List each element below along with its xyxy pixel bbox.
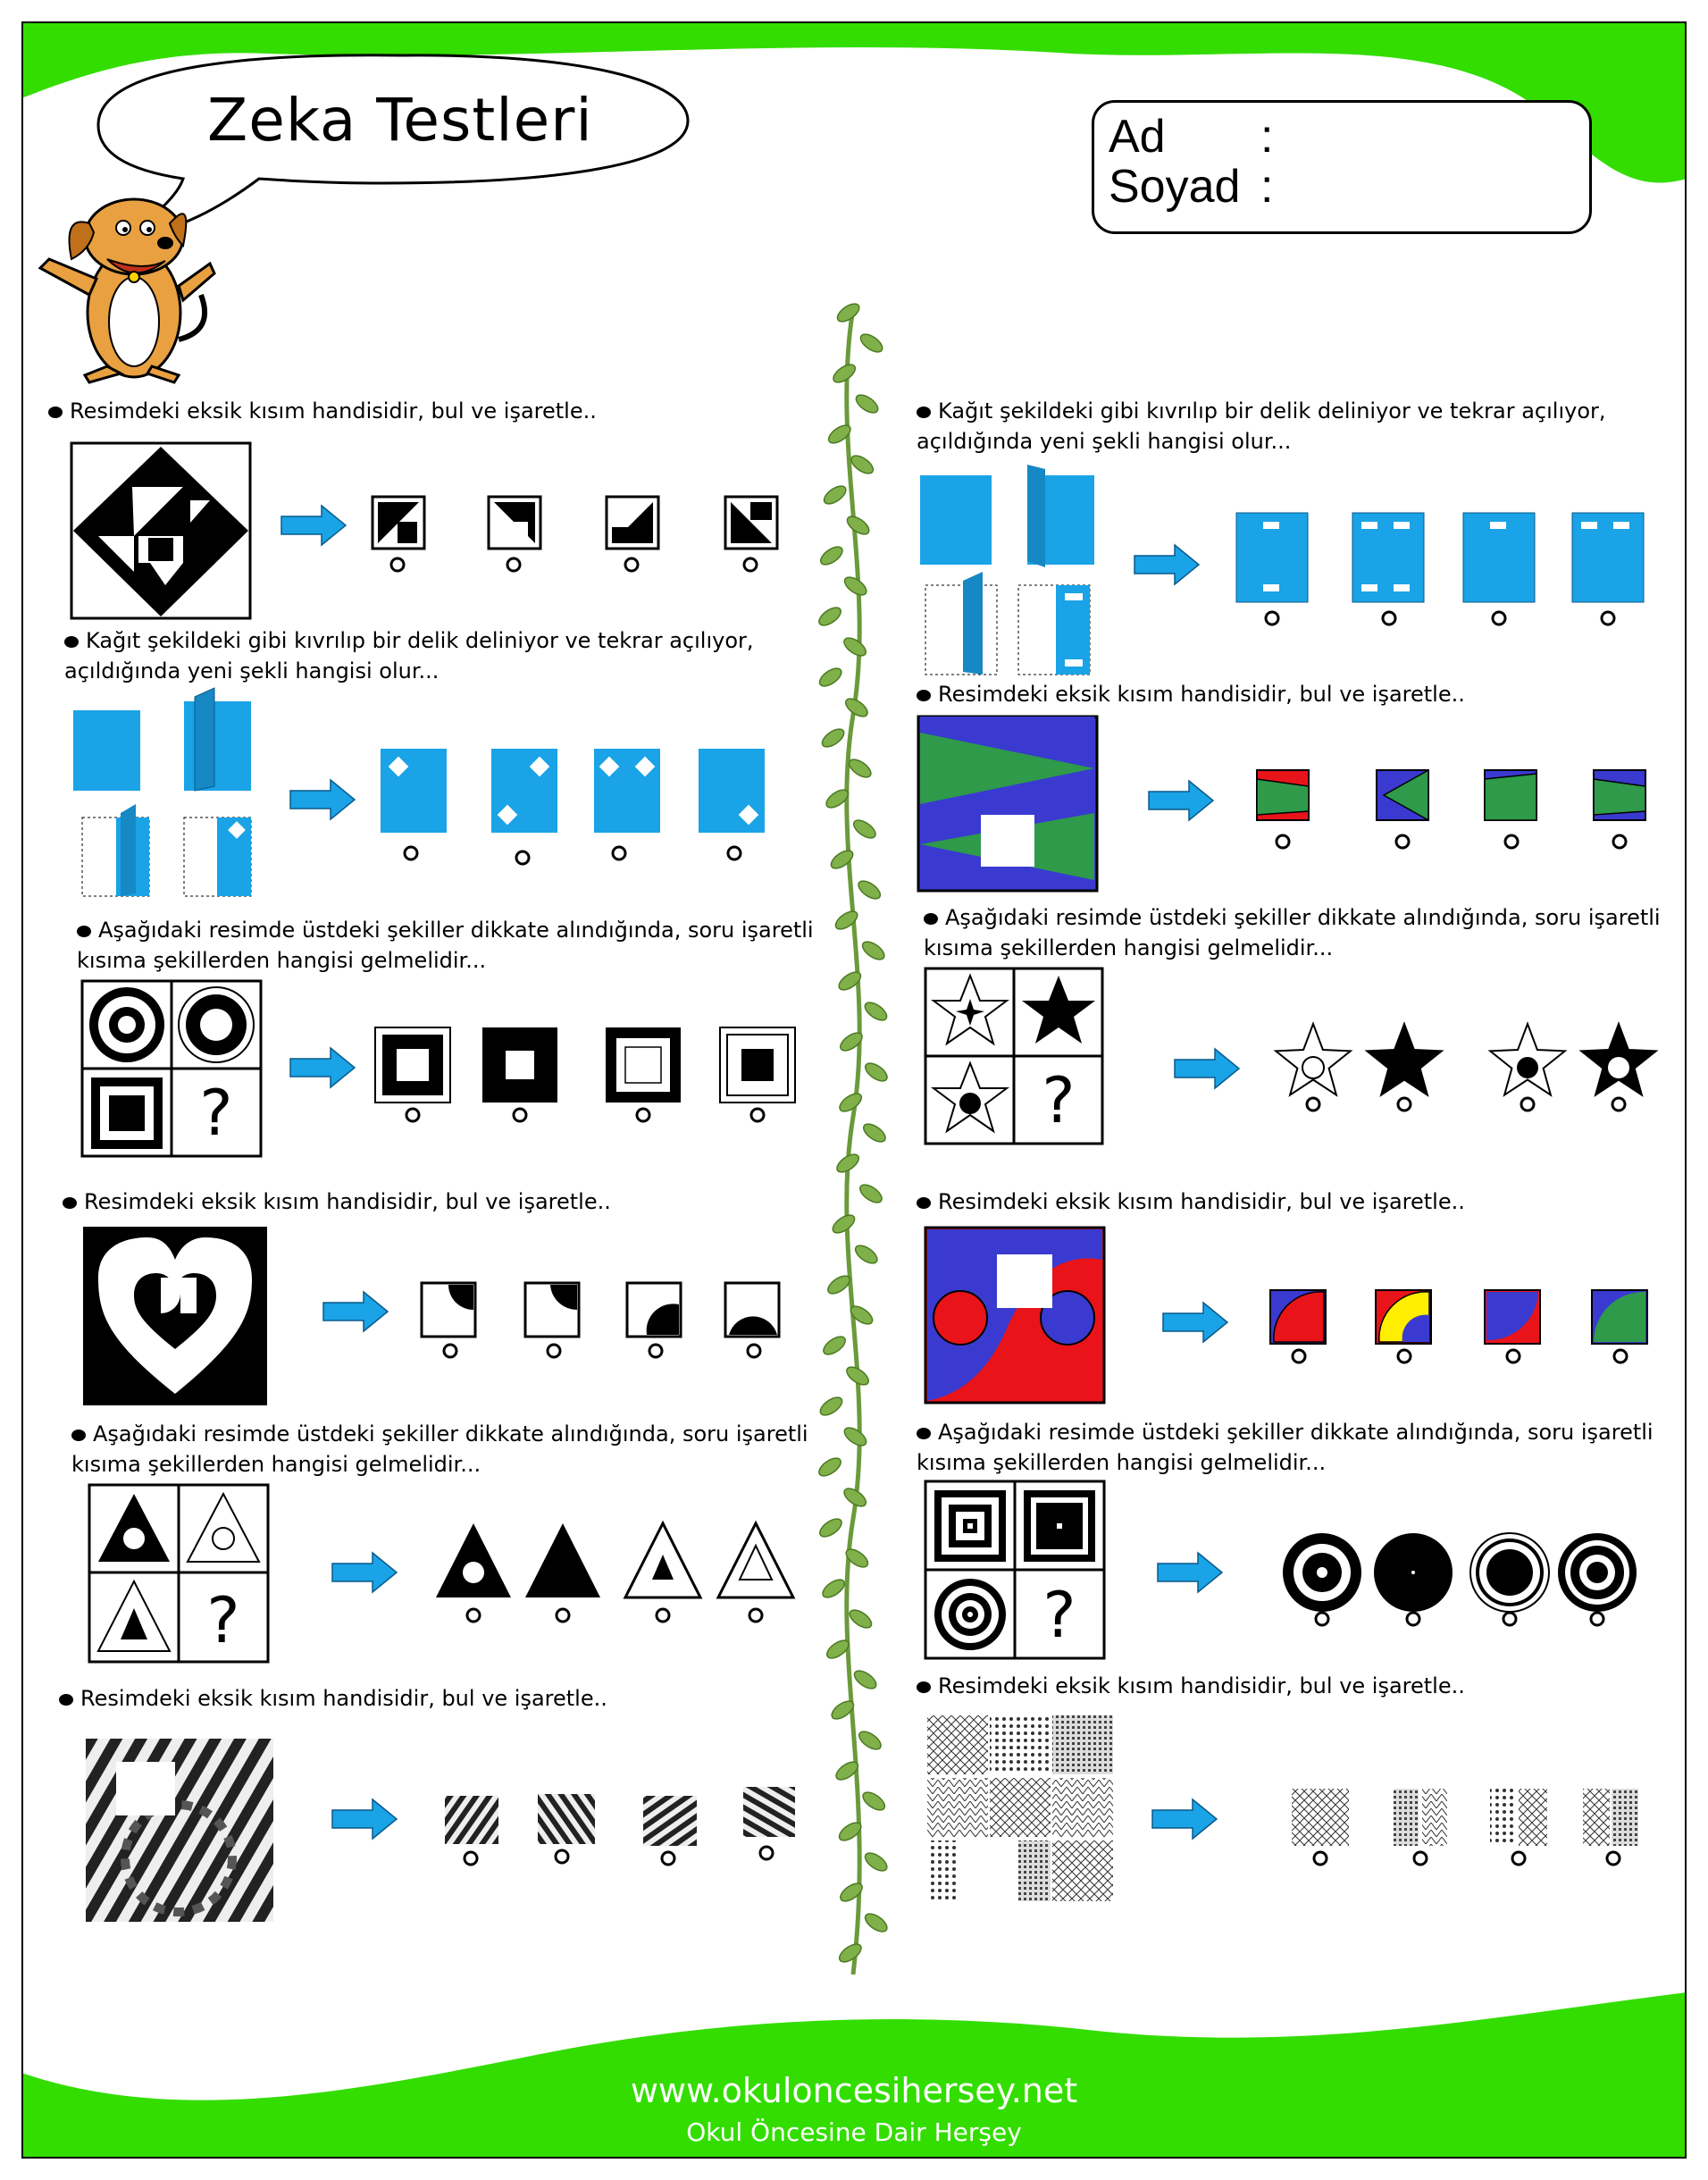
- answer-circle-icon[interactable]: [751, 1109, 764, 1121]
- q12-option-4: [1583, 1789, 1638, 1846]
- q7-option-3: [1463, 513, 1535, 602]
- answer-circle-icon[interactable]: [514, 1109, 526, 1121]
- page-title: Zeka Testleri: [207, 86, 593, 155]
- q4-option-1: [422, 1283, 475, 1337]
- footer-tagline: Okul Öncesine Dair Herşey: [686, 2117, 1022, 2147]
- answer-circle-icon[interactable]: [1293, 1350, 1305, 1362]
- answer-circle-icon[interactable]: [1602, 612, 1614, 625]
- surname-colon: :: [1260, 161, 1274, 213]
- answer-circle-icon[interactable]: [1414, 1852, 1427, 1865]
- q5-option-3: [625, 1523, 700, 1597]
- question-5-text-line1: Aşağıdaki resimde üstdeki şekiller dikkate alındığında, soru işaretli: [71, 1419, 808, 1449]
- answer-circle-icon[interactable]: [1407, 1613, 1419, 1625]
- question-1-text: Resimdeki eksik kısım handisidir, bul ve işaretle..: [48, 396, 597, 426]
- answer-circle-icon[interactable]: [557, 1609, 569, 1622]
- question-mark: ?: [199, 1077, 233, 1150]
- question-8-text: Resimdeki eksik kısım handisidir, bul ve işaretle..: [917, 679, 1465, 709]
- answer-circle-icon[interactable]: [444, 1345, 456, 1357]
- answer-circle-icon[interactable]: [1266, 612, 1278, 625]
- answer-circle-icon[interactable]: [1521, 1098, 1534, 1111]
- answer-circle-icon[interactable]: [406, 1109, 419, 1121]
- q3-option-2: [482, 1027, 557, 1103]
- arrow-right-icon: [290, 1048, 355, 1087]
- question-mark: ?: [206, 1584, 240, 1657]
- q1-option-2: [489, 497, 540, 549]
- answer-circle-icon[interactable]: [1614, 1350, 1627, 1362]
- q8-option-4: [1594, 770, 1645, 820]
- answer-circle-icon[interactable]: [744, 558, 757, 571]
- arrow-right-icon: [281, 506, 346, 545]
- question-3-text-line2: kısıma şekillerden hangisi gelmelidir...: [77, 948, 487, 973]
- q12-option-2: [1394, 1789, 1447, 1846]
- answer-circle-icon[interactable]: [1398, 1350, 1411, 1362]
- answer-circle-icon[interactable]: [391, 558, 404, 571]
- arrow-right-icon: [1149, 781, 1213, 820]
- q10-option-4: [1592, 1290, 1647, 1344]
- arrow-right-icon: [332, 1799, 397, 1839]
- q2-option-2: [491, 749, 557, 833]
- arrow-right-icon: [1152, 1799, 1217, 1839]
- q11-option-3: [1470, 1533, 1549, 1612]
- q9-option-1: [1276, 1024, 1351, 1095]
- q9-option-4: [1581, 1024, 1656, 1095]
- q11-option-4: [1558, 1533, 1637, 1612]
- answer-circle-icon[interactable]: [1396, 835, 1409, 848]
- q10-option-3: [1485, 1290, 1540, 1344]
- answer-circle-icon[interactable]: [657, 1609, 669, 1622]
- answer-circle-icon[interactable]: [1612, 1098, 1625, 1111]
- answer-circle-icon[interactable]: [1316, 1613, 1328, 1625]
- question-9-text-line1: Aşağıdaki resimde üstdeki şekiller dikkate alındığında, soru işaretli: [924, 902, 1661, 933]
- arrow-right-icon: [323, 1292, 388, 1331]
- question-10-text: Resimdeki eksik kısım handisidir, bul ve işaretle..: [917, 1186, 1465, 1217]
- q7-option-4: [1572, 513, 1644, 602]
- q11-option-2: [1374, 1533, 1453, 1612]
- question-7-text-line1: Kağıt şekildeki gibi kıvrılıp bir delik deliniyor ve tekrar açılıyor,: [917, 396, 1606, 426]
- answer-circle-icon[interactable]: [760, 1847, 773, 1859]
- q5-option-2: [525, 1523, 600, 1597]
- question-5-text-line2: kısıma şekillerden hangisi gelmelidir...: [71, 1452, 481, 1477]
- q11-option-1: [1283, 1533, 1361, 1612]
- question-2-text-line2: açıldığında yeni şekli hangisi olur...: [64, 658, 440, 683]
- answer-circle-icon[interactable]: [556, 1850, 568, 1863]
- arrow-right-icon: [332, 1553, 397, 1592]
- question-6-text: Resimdeki eksik kısım handisidir, bul ve işaretle..: [59, 1683, 607, 1714]
- q1-option-3: [607, 497, 658, 549]
- arrow-right-icon: [1134, 545, 1199, 584]
- q3-option-1: [375, 1027, 450, 1103]
- q12-option-1: [1292, 1789, 1349, 1846]
- q3-option-4: [720, 1027, 795, 1103]
- answer-circle-icon[interactable]: [405, 847, 417, 859]
- answer-circle-icon[interactable]: [649, 1345, 662, 1357]
- answer-circle-icon[interactable]: [1591, 1613, 1603, 1625]
- q5-option-1: [436, 1523, 511, 1597]
- q4-option-4: [725, 1283, 779, 1337]
- answer-circle-icon[interactable]: [749, 1609, 762, 1622]
- question-12-text: Resimdeki eksik kısım handisidir, bul ve işaretle..: [917, 1671, 1465, 1701]
- answer-circle-icon[interactable]: [465, 1852, 477, 1865]
- q12-option-3: [1490, 1789, 1547, 1846]
- arrow-right-icon: [1175, 1049, 1239, 1088]
- answer-circle-icon[interactable]: [1607, 1852, 1620, 1865]
- answer-circle-icon[interactable]: [625, 558, 638, 571]
- question-11-text-line1: Aşağıdaki resimde üstdeki şekiller dikkate alındığında, soru işaretli: [917, 1417, 1654, 1447]
- answer-circle-icon[interactable]: [1277, 835, 1289, 848]
- answer-circle-icon[interactable]: [1314, 1852, 1327, 1865]
- q2-option-4: [699, 749, 765, 833]
- question-2-text-line1: Kağıt şekildeki gibi kıvrılıp bir delik deliniyor ve tekrar açılıyor,: [64, 625, 754, 656]
- footer-url[interactable]: www.okuloncesihersey.net: [630, 2071, 1078, 2110]
- question-7-text-line2: açıldığında yeni şekli hangisi olur...: [917, 429, 1292, 454]
- answer-circle-icon[interactable]: [1512, 1852, 1525, 1865]
- answer-circle-icon[interactable]: [637, 1109, 649, 1121]
- answer-circle-icon[interactable]: [1307, 1098, 1319, 1111]
- q2-option-1: [381, 749, 447, 833]
- answer-circle-icon[interactable]: [1505, 835, 1518, 848]
- q7-option-2: [1352, 513, 1424, 602]
- q1-option-4: [725, 497, 777, 549]
- q8-option-2: [1377, 770, 1428, 820]
- question-mark: ?: [1042, 1579, 1076, 1652]
- q4-option-2: [525, 1283, 579, 1337]
- answer-circle-icon[interactable]: [1383, 612, 1395, 625]
- q9-option-2: [1367, 1024, 1442, 1095]
- answer-circle-icon[interactable]: [1613, 835, 1626, 848]
- answer-circle-icon[interactable]: [1507, 1350, 1520, 1362]
- name-colon: :: [1260, 111, 1274, 163]
- q2-option-3: [594, 749, 660, 833]
- q6-option-4: [668, 1694, 873, 1926]
- question-3-text-line1: Aşağıdaki resimde üstdeki şekiller dikkate alındığında, soru işaretli: [77, 915, 814, 945]
- answer-circle-icon[interactable]: [507, 558, 520, 571]
- answer-circle-icon[interactable]: [728, 847, 741, 859]
- arrow-right-icon: [1163, 1303, 1227, 1342]
- answer-circle-icon[interactable]: [748, 1345, 760, 1357]
- q1-option-1: [373, 497, 424, 549]
- question-11-text-line2: kısıma şekillerden hangisi gelmelidir...: [917, 1450, 1327, 1475]
- answer-circle-icon[interactable]: [548, 1345, 560, 1357]
- name-label: Ad: [1109, 111, 1166, 163]
- q8-option-1: [1257, 770, 1309, 820]
- question-9-text-line2: kısıma şekillerden hangisi gelmelidir...: [924, 935, 1334, 960]
- q7-option-1: [1236, 513, 1308, 602]
- arrow-right-icon: [1158, 1553, 1222, 1592]
- q10-option-1: [1270, 1290, 1326, 1344]
- q8-option-3: [1485, 770, 1536, 820]
- answer-circle-icon[interactable]: [613, 847, 625, 859]
- answer-circle-icon[interactable]: [467, 1609, 480, 1622]
- q10-option-2: [1376, 1290, 1431, 1344]
- q3-option-3: [606, 1027, 681, 1103]
- q9-option-3: [1490, 1024, 1565, 1095]
- answer-circle-icon[interactable]: [1398, 1098, 1411, 1111]
- question-mark: ?: [1042, 1064, 1076, 1137]
- answer-circle-icon[interactable]: [1503, 1613, 1516, 1625]
- surname-label: Soyad: [1109, 161, 1241, 213]
- arrow-right-icon: [290, 780, 355, 819]
- question-4-text: Resimdeki eksik kısım handisidir, bul ve işaretle..: [63, 1186, 611, 1217]
- answer-circle-icon[interactable]: [1493, 612, 1505, 625]
- answer-circle-icon[interactable]: [662, 1852, 674, 1865]
- q4-option-3: [627, 1283, 681, 1337]
- q5-option-4: [718, 1523, 793, 1597]
- answer-circle-icon[interactable]: [516, 851, 529, 864]
